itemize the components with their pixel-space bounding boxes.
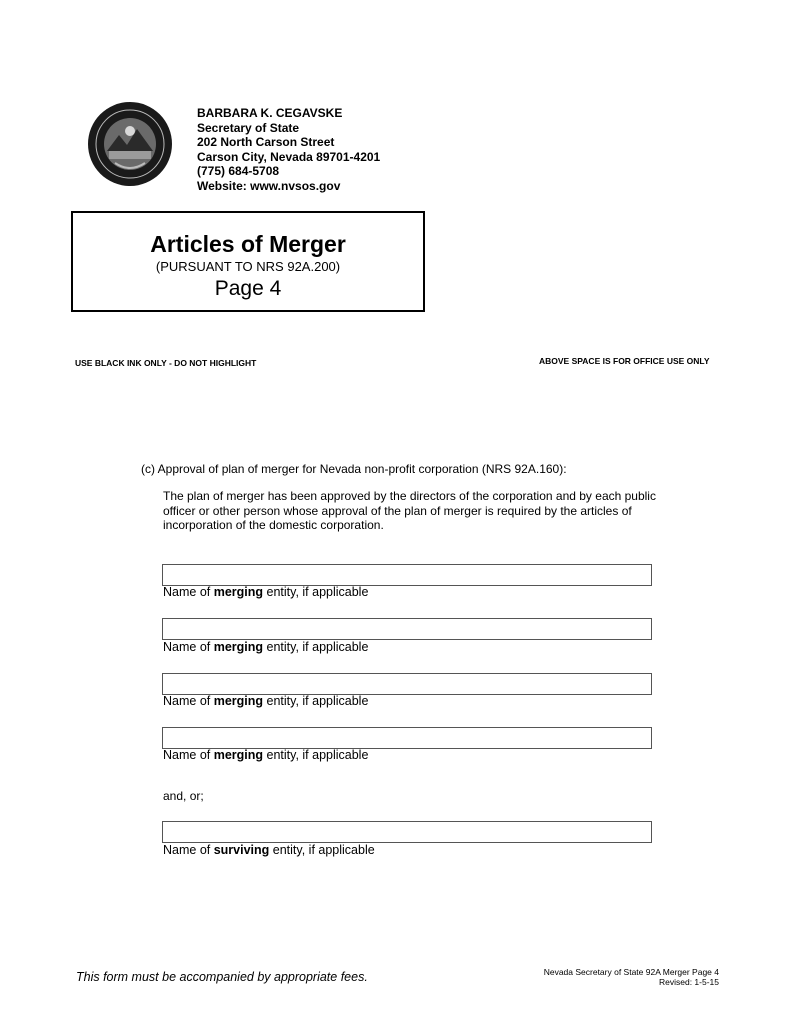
label-prefix: Name of — [163, 585, 214, 599]
label-suffix: entity, if applicable — [263, 694, 369, 708]
surviving-entity-label — [163, 843, 375, 857]
label-emphasis: merging — [213, 748, 264, 762]
label-prefix: Name of — [163, 694, 214, 708]
phone-number: (775) 684-5708 — [197, 164, 280, 178]
label-suffix: entity, if applicable — [263, 748, 369, 762]
merging-entity-label-1 — [163, 585, 368, 599]
label-suffix: entity, if applicable — [263, 640, 369, 654]
section-c-heading: (c) Approval of plan of merger for Nevada non-profit corporation (NRS 92A.160): — [141, 462, 567, 476]
surviving-entity-name-input[interactable] — [162, 821, 652, 843]
merging-entity-name-input-3[interactable] — [162, 673, 652, 695]
merging-entity-name-input-2[interactable] — [162, 618, 652, 640]
label-prefix: Name of — [163, 748, 214, 762]
merging-entity-label-4 — [163, 748, 368, 762]
secretary-of-state-address-block — [197, 106, 380, 193]
label-prefix: Name of — [163, 843, 214, 857]
form-title: Articles of Merger — [150, 231, 346, 257]
city-state-zip: Carson City, Nevada 89701-4201 — [197, 149, 381, 164]
nevada-state-seal — [87, 101, 173, 187]
form-footer-id — [525, 967, 719, 987]
office-use-notice: ABOVE SPACE IS FOR OFFICE USE ONLY — [539, 356, 710, 366]
label-suffix: entity, if applicable — [269, 843, 375, 857]
section-c-paragraph: The plan of merger has been approved by the directors of the corporation and by each public officer or other person whose approval of the plan of merger is required by the articles of incorporation of the domestic corporation. — [163, 489, 656, 532]
merging-entity-name-input-4[interactable] — [162, 727, 652, 749]
secretary-name: BARBARA K. CEGAVSKE — [197, 106, 343, 120]
office-title: Secretary of State — [197, 120, 300, 135]
form-id: Nevada Secretary of State 92A Merger Page 4 — [543, 967, 719, 977]
merging-entity-name-input-1[interactable] — [162, 564, 652, 586]
label-suffix: entity, if applicable — [263, 585, 369, 599]
form-subtitle: (PURSUANT TO NRS 92A.200) — [155, 259, 341, 274]
form-title-box — [71, 211, 425, 312]
fees-notice: This form must be accompanied by appropriate fees. — [76, 970, 368, 984]
merging-entity-label-2 — [163, 640, 368, 654]
label-emphasis: merging — [213, 694, 264, 708]
website: Website: www.nvsos.gov — [197, 178, 341, 193]
page-label: Page 4 — [214, 277, 282, 300]
label-emphasis: merging — [213, 640, 264, 654]
merging-entity-label-3 — [163, 694, 368, 708]
revised-date: Revised: 1-5-15 — [658, 977, 719, 987]
label-emphasis: surviving — [213, 843, 270, 857]
and-or-text: and, or; — [163, 789, 204, 803]
label-prefix: Name of — [163, 640, 214, 654]
label-emphasis: merging — [213, 585, 264, 599]
black-ink-notice: USE BLACK INK ONLY - DO NOT HIGHLIGHT — [75, 358, 257, 368]
street-address: 202 North Carson Street — [197, 135, 335, 149]
